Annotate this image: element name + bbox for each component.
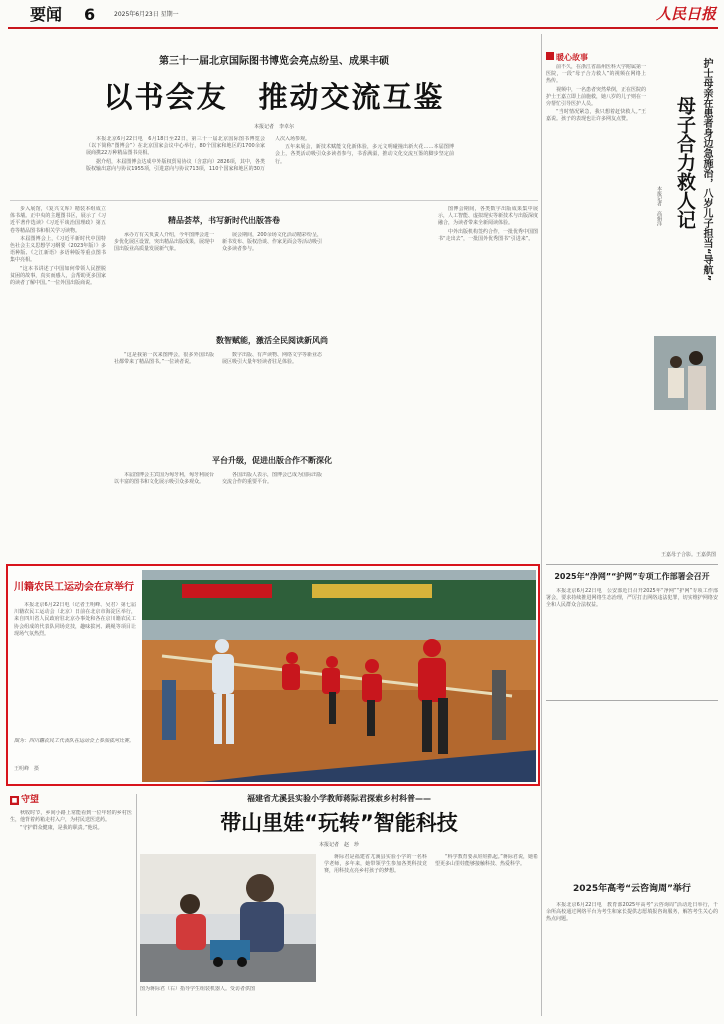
photo-caption: 王嘉母子合影。王嘉供图	[660, 552, 716, 558]
intro-paragraph: 本报北京6月22日电 6月18日至22日，第三十一届北京国际图书博览会（以下简称“图博会”）在北京国家会议中心举行，80个国家和地区的1700余家展商携22万种精品图书亮相。	[86, 136, 265, 157]
shouwang-column	[10, 794, 132, 1016]
lead-col-3	[438, 206, 538, 566]
subhead: 平台升级，促进出版合作不断深化	[212, 456, 332, 465]
date-line: 2025年6月23日 星期一	[114, 11, 179, 18]
family-photo	[654, 336, 716, 410]
lead-col-2	[114, 232, 430, 328]
bottom-caption: 图为蒋际君（右）指导学生组装机器人。受访者供图	[140, 986, 256, 992]
body-paragraph: “当时情况紧急，我只想着赶快救人。”王嘉说。孩子的表现也让许多网友点赞。	[546, 109, 646, 123]
bottom-kicker: 福建省尤溪县实验小学教师蒋际君探索乡村科普——	[247, 794, 431, 803]
feature-box	[6, 564, 540, 786]
column-label	[546, 52, 588, 63]
masthead-logo: 人民日报	[655, 5, 716, 23]
section-name: 要闻	[30, 5, 63, 24]
intro-paragraph: 五年来展会，新技术赋能文化新体验，多元文明碰撞出新火花……本届图博会上，各类活动吸引众多读者参与，书香满溢，推动文化交流互鉴的脚步坚定前行。	[275, 144, 454, 165]
lead-intro	[86, 136, 454, 194]
column-body	[546, 64, 646, 562]
body-paragraph: 展会期间，200余场文化活动精彩纷呈，新书发布、版权洽谈、作家见面会等活动吸引众多读者参与。	[222, 232, 323, 253]
lead-col-5	[114, 472, 430, 566]
subhead: 数智赋能，激活全民阅读新风尚	[216, 336, 328, 345]
feature-caption: 图为：四川籍农民工代表队在运动会上参加拔河比赛。	[14, 738, 135, 744]
label-icon	[546, 52, 554, 60]
lead-col-1	[10, 206, 106, 566]
rule	[546, 700, 718, 701]
column-vertical-byline: 本报记者 高娟洋	[656, 186, 662, 226]
subhead: 精品荟萃，书写新时代出版答卷	[168, 216, 280, 225]
bottom-headline: 带山里娃“玩转”智能科技	[220, 811, 458, 835]
feature-title: 川籍农民工运动会在京举行	[14, 582, 134, 593]
lead-headline: 以书会友 推动交流互鉴	[103, 80, 445, 114]
body-paragraph: 前不久，在浙江省温州医科大学附属第一医院，一段“母子合力救人”的视频在网络上热传。	[546, 64, 646, 85]
header-rule	[8, 27, 718, 29]
lead-kicker: 第三十一届北京国际图书博览会亮点纷呈、成果丰硕	[159, 56, 389, 67]
body-paragraph: 视频中，一名患者突然晕倒，正在医院的护士王嘉立即上前施救，她八岁的儿子则在一旁帮忙引导医护人员。	[546, 86, 646, 108]
rule	[546, 564, 718, 565]
body-paragraph: “科学教育要从娃娃抓起。”蒋际君说，她希望更多山里娃能够接触科技、热爱科学。	[435, 854, 538, 868]
lead-article	[10, 36, 538, 568]
tug-of-war-photo	[142, 570, 536, 782]
column-vertical-title: 护士母亲在患者身边急施治，八岁儿子担当“导航”	[701, 58, 712, 282]
body-paragraph: 承办方有关负责人介绍，今年图博会进一步优化展区设置，突出精品出版成果，展现中国出版业高质量发展新气象。	[114, 232, 215, 253]
news2-body: 本报北京6月22日电 教育部2025年高考“云咨询周”活动近日举行，千余所高校通过网络平台为考生和家长提供志愿填报咨询服务，解答考生关心的热点问题。	[546, 902, 718, 923]
body-paragraph: 蒋际君是福建省尤溪县实验小学的一名科学老师，多年来，她带领学生参加各类科技竞赛，用科技点亮乡村孩子的梦想。	[324, 854, 427, 875]
body-paragraph: “这是我第一次来图博会，很多外国出版社都带来了精品图书。”一位读者说。	[114, 352, 214, 366]
shouwang-label: 守望	[21, 795, 40, 805]
lead-byline: 本报记者 李卓尔	[253, 124, 294, 130]
body-paragraph: 数字出版、有声读物、网络文学等新业态展区吸引大量年轻读者驻足体验。	[222, 352, 323, 366]
column-divider	[136, 794, 137, 1016]
news2-title: 2025年高考“云咨询周”举行	[573, 884, 691, 894]
page-header	[10, 4, 716, 28]
column-divider	[541, 34, 542, 1016]
column-label-text: 暖心故事	[556, 53, 588, 62]
photo-illustration	[142, 570, 536, 782]
intro-paragraph: 据介绍，本届图博会达成中外版权贸易协议（含意向）2826项，其中，各类版权输出意向与协议1955项，引进意向与协议713项，110个国家和地区的30万人次入场参观。	[86, 136, 311, 172]
page-number: 6	[84, 5, 96, 24]
body-paragraph: 各国出版人表示，图博会已成为国际出版交流合作的重要平台。	[222, 472, 323, 486]
body-paragraph: 中外出版机构签约合作，一批优秀中国图书“走出去”，一批国外优秀图书“引进来”。	[438, 228, 538, 242]
bottom-article	[140, 790, 538, 1018]
body-paragraph: 步入展馆，《复兴文库》精装本组成立体书墙。正中央的主题图书区，展示了《习近平著作选读》《习近平谈治国理政》第五卷等精品图书和相关学习读物。	[10, 206, 106, 234]
photo-credit: 王明峰 摄	[14, 766, 40, 772]
news1-title: 2025年“净网”“护网”专项工作部署会召开	[554, 572, 710, 581]
label-icon: ■	[11, 797, 18, 804]
photo-illustration	[654, 336, 716, 410]
photo-illustration	[140, 854, 316, 982]
column-label	[10, 794, 132, 806]
body-paragraph: 秋收时节，乡间小路上常能看到一位年轻的乡村医生，他背着药箱走村入户，为村民送医送药。	[10, 810, 132, 824]
body-paragraph: 图博会期间，各类数字出版成果集中展示，人工智能、虚拟现实等新技术与出版深度融合，为读者带来全新阅读体验。	[438, 206, 538, 227]
body-paragraph: “守护群众健康，是我的职责。”他说。	[20, 825, 103, 832]
robot-photo	[140, 854, 316, 982]
feature-body: 本报北京6月22日电（记者王明峰、吴君）第七届川籍农民工运动会（北京）日前在北京市海淀区举行，来自四川省人民政府驻北京办事处和各在京川籍农民工协会组成的代表队同场竞技，趣味拔河、跳绳等项目让现场气氛热烈。	[14, 602, 136, 637]
bottom-byline: 本报记者 赵 珍	[318, 842, 359, 848]
bottom-body	[324, 854, 538, 1014]
rule	[10, 200, 538, 201]
lead-col-4	[114, 352, 430, 448]
shouwang-body	[10, 810, 132, 1010]
news1-body: 本报北京6月22日电 公安部近日召开2025年“净网”“护网”专项工作部署会，要求持续推进网络生态治理，严厉打击网络违法犯罪，切实维护网络安全和人民群众合法权益。	[546, 588, 718, 609]
column-vertical-headline: 母子合力救人记	[674, 96, 696, 229]
right-column	[546, 36, 718, 1016]
body-paragraph: “这本书讲述了中国如何带领人民摆脱贫困的故事，真实而感人，会帮助更多国家的读者了解中国。”一位外国出版商说。	[10, 265, 106, 287]
body-paragraph: 本届图博会上，《习近平新时代中国特色社会主义思想学习纲要（2023年版）》多语种版、《之江新语》多语种版等重点图书集中亮相。	[10, 235, 106, 264]
body-paragraph: 本届图博会主宾国为匈牙利，匈牙利展台以丰富的图书和文化展示吸引众多观众。	[114, 472, 215, 486]
